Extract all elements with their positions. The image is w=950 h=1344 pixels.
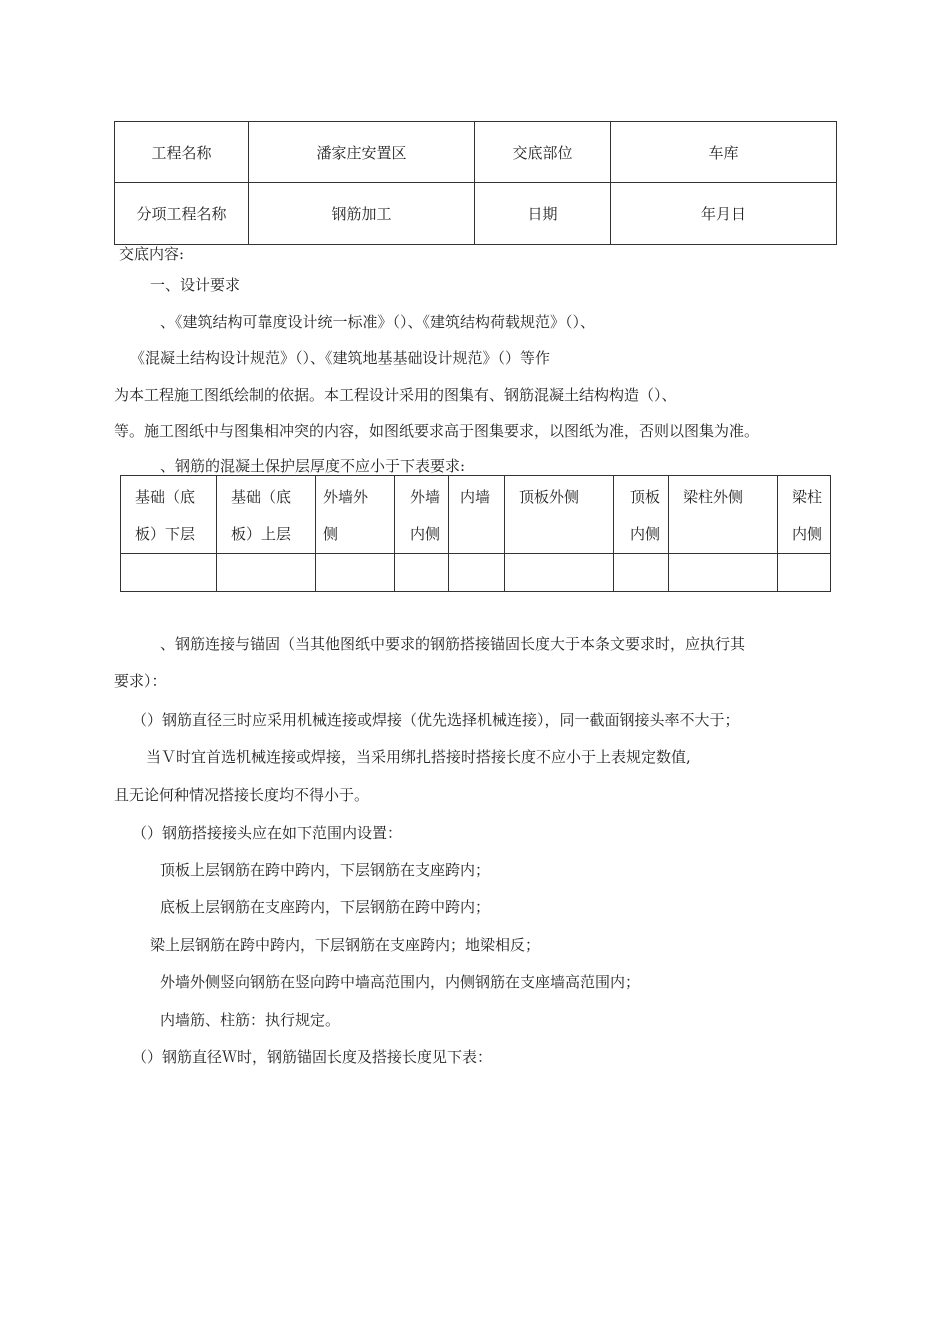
list-item: 底板上层钢筋在支座跨内，下层钢筋在跨中跨内； <box>160 898 491 916</box>
column-header: 顶板 内侧 <box>614 476 669 554</box>
concrete-cover-table <box>120 475 831 592</box>
list-item: 梁上层钢筋在跨中跨内，下层钢筋在支座跨内；地梁相反； <box>150 936 541 954</box>
paragraph: 《混凝土结构设计规范》（）、《建筑地基基础设计规范》（）等作 <box>130 349 551 367</box>
paragraph: 且无论何种情况搭接长度均不得小于。 <box>114 786 370 804</box>
table-cell <box>395 554 449 592</box>
column-header: 基础（底 板）上层 <box>217 476 316 554</box>
paragraph: 、钢筋连接与锚固（当其他图纸中要求的钢筋搭接锚固长度大于本条文要求时，应执行其 <box>160 635 746 653</box>
location-value: 车库 <box>611 122 837 183</box>
location-label: 交底部位 <box>475 122 611 183</box>
table-cell <box>614 554 669 592</box>
table-row <box>115 183 837 245</box>
subproject-name-value: 钢筋加工 <box>249 183 475 245</box>
list-item: 外墙外侧竖向钢筋在竖向跨中墙高范围内，内侧钢筋在支座墙高范围内； <box>160 973 641 991</box>
column-header: 梁柱 内侧 <box>778 476 831 554</box>
table-header-row <box>121 476 831 554</box>
table-cell <box>505 554 614 592</box>
intro-label: 交底内容: <box>119 245 185 263</box>
project-info-table <box>114 121 837 245</box>
paragraph: （）钢筋直径Ｗ时，钢筋锚固长度及搭接长度见下表： <box>132 1048 493 1066</box>
table-cell <box>449 554 505 592</box>
table-cell <box>121 554 217 592</box>
project-name-value: 潘家庄安置区 <box>249 122 475 183</box>
column-header: 基础（底 板）下层 <box>121 476 217 554</box>
project-name-label: 工程名称 <box>115 122 249 183</box>
table-row <box>115 122 837 183</box>
paragraph: 等。施工图纸中与图集相冲突的内容，如图纸要求高于图集要求，以图纸为准，否则以图集为准。 <box>114 422 760 440</box>
column-header: 内墙 <box>449 476 505 554</box>
column-header: 外墙外 侧 <box>316 476 395 554</box>
section-heading: 一、设计要求 <box>150 276 241 294</box>
column-header: 顶板外侧 <box>505 476 614 554</box>
table-cell <box>217 554 316 592</box>
table-row <box>121 554 831 592</box>
column-header: 梁柱外侧 <box>669 476 778 554</box>
date-value: 年月日 <box>611 183 837 245</box>
paragraph: （）钢筋直径三时应采用机械连接或焊接（优先选择机械连接），同一截面钢接头率不大于； <box>132 711 740 729</box>
list-item: 内墙筋、柱筋：执行规定。 <box>160 1011 341 1029</box>
table-cell <box>316 554 395 592</box>
list-item: 顶板上层钢筋在跨中跨内，下层钢筋在支座跨内； <box>160 861 491 879</box>
paragraph: （）钢筋搭接接头应在如下范围内设置： <box>132 824 403 842</box>
paragraph: 、钢筋的混凝土保护层厚度不应小于下表要求: <box>160 457 466 475</box>
subproject-name-label: 分项工程名称 <box>115 183 249 245</box>
paragraph: 当Ｖ时宜首选机械连接或焊接，当采用绑扎搭接时搭接长度不应小于上表规定数值, <box>146 748 691 766</box>
paragraph: 、《建筑结构可靠度设计统一标准》（）、《建筑结构荷载规范》（）、 <box>160 313 596 331</box>
paragraph: 为本工程施工图纸绘制的依据。本工程设计采用的图集有、钢筋混凝土结构构造（）、 <box>114 386 677 404</box>
column-header: 外墙 内侧 <box>395 476 449 554</box>
date-label: 日期 <box>475 183 611 245</box>
table-cell <box>669 554 778 592</box>
paragraph: 要求）： <box>114 672 167 690</box>
table-cell <box>778 554 831 592</box>
